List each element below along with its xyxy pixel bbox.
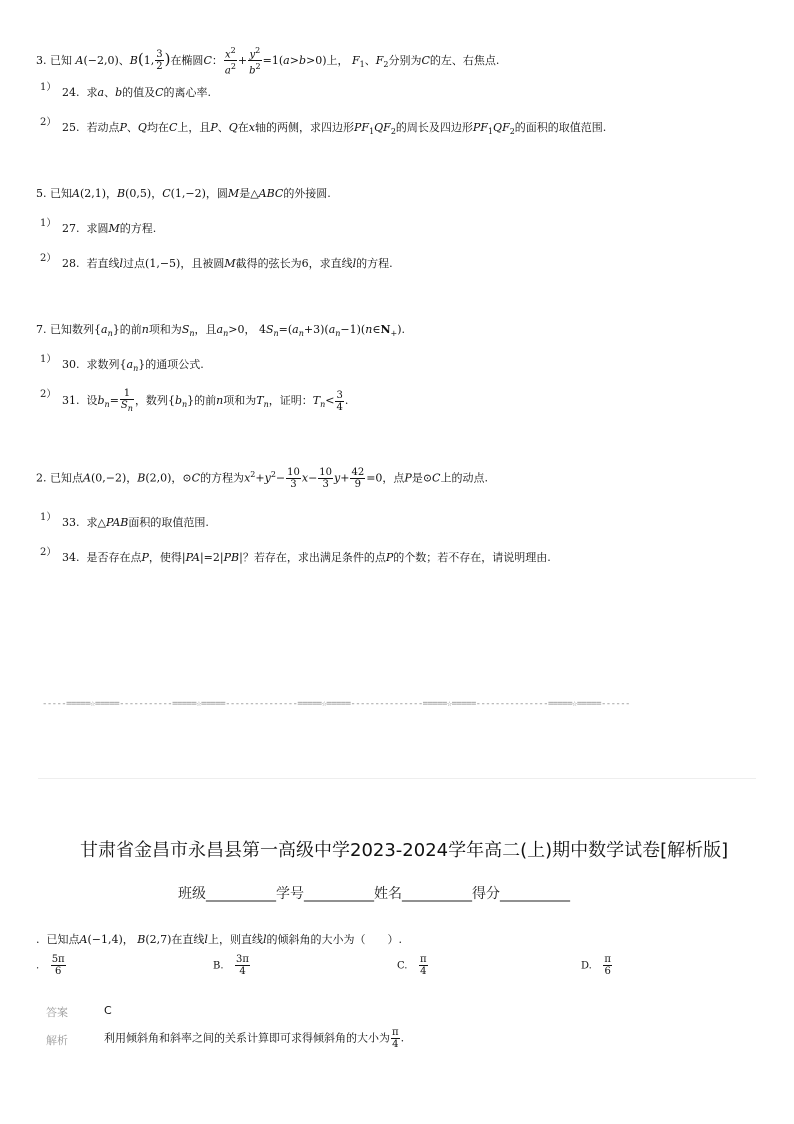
q3-sub1-index: 1）: [40, 354, 57, 365]
option-c[interactable]: C. $\frac{\pi}{4}$: [397, 954, 427, 977]
answer-label: 答案: [46, 1006, 68, 1019]
q3-stem: 7. 已知数列$\{a_n\}$的前n项和为$S_n$，且$a_n>0$， $4S_n=(a_n+3)(a_n-1)(n\in N_+)$.: [36, 323, 406, 339]
q1-sub2-index: 2）: [40, 117, 57, 128]
q3-sub1: 30. 求数列$\{a_n\}$的通项公式.: [62, 358, 204, 374]
q4-sub2-index: 2）: [40, 547, 57, 558]
q2-sub2-index: 2）: [40, 253, 57, 264]
q2-sub1-index: 1）: [40, 218, 57, 229]
page-divider: -----=====☆=====-----------=====☆=====---------------=====☆=====---------------=====☆=====---------------=====☆=====------: [42, 699, 630, 709]
q4-stem: 2. 已知点A(0,−2)，B(2,0)，⊙C的方程为$x^2+y^2-$ $\frac{10}{3}$ x− $\frac{10}{3}$ y+ $\frac{42}{9}$ =0，点P是⊙C上的动点.: [36, 467, 488, 490]
q1-sub1: 24. 求a、b的值及C的离心率.: [62, 86, 212, 99]
page-title: 甘肃省金昌市永昌县第一高级中学2023-2024学年高二(上)期中数学试卷[解析版]: [80, 840, 729, 861]
q1-stem: 3. 已知 A(−2,0)、B(1, $\frac{3}{2}$ )在椭圆C： $\frac{x^2}{a^2}$ + $\frac{y^2}{b^2}$ =1(a>b>0)上， $F_1$、$F_2$分别为C的左、右焦点.: [36, 46, 500, 77]
q1-sub2: 25. 若动点P、Q均在C上，且P、Q在x轴的两侧，求四边形$PF_1QF_2$的周长及四边形$PF_1QF_2$的面积的取值范围.: [62, 121, 607, 137]
q3-sub2: 31. 设$b_n=$ $\frac{1}{S_n}$ ，数列$\{b_n\}$的前n项和为$T_n$，证明：$T_n<$ $\frac{3}{4}$ .: [62, 388, 349, 413]
q1-sub1-index: 1）: [40, 82, 57, 93]
student-info-fields: 班级__________学号__________姓名__________得分__________: [178, 886, 570, 902]
option-b[interactable]: B. $\frac{3\pi}{4}$: [213, 954, 249, 977]
page-separator: [38, 778, 756, 779]
q4-sub1: 33. 求△PAB面积的取值范围.: [62, 516, 209, 529]
option-a[interactable]: . $\frac{5\pi}{6}$: [36, 954, 65, 977]
q3-sub2-index: 2）: [40, 389, 57, 400]
q2-sub2: 28. 若直线l过点(1,−5)，且被圆M截得的弦长为6，求直线l的方程.: [62, 257, 393, 270]
q4-sub1-index: 1）: [40, 512, 57, 523]
analysis-text: 利用倾斜角和斜率之间的关系计算即可求得倾斜角的大小为 $\frac{\pi}{4}$ .: [104, 1027, 405, 1050]
q5-stem: . 已知点A(−1,4)， B(2,7)在直线l上，则直线l的倾斜角的大小为（ ）.: [36, 933, 402, 946]
q4-sub2: 34. 是否存在点P，使得|PA|=2|PB|？若存在，求出满足条件的点P的个数；若不存在，请说明理由.: [62, 551, 551, 564]
q2-stem: 5. 已知A(2,1)，B(0,5)，C(1,−2)，圆M是△ABC的外接圆.: [36, 187, 331, 200]
analysis-label: 解析: [46, 1034, 68, 1047]
q2-sub1: 27. 求圆M的方程.: [62, 222, 157, 235]
answer-value: C: [104, 1004, 112, 1017]
option-d[interactable]: D. $\frac{\pi}{6}$: [581, 954, 611, 977]
